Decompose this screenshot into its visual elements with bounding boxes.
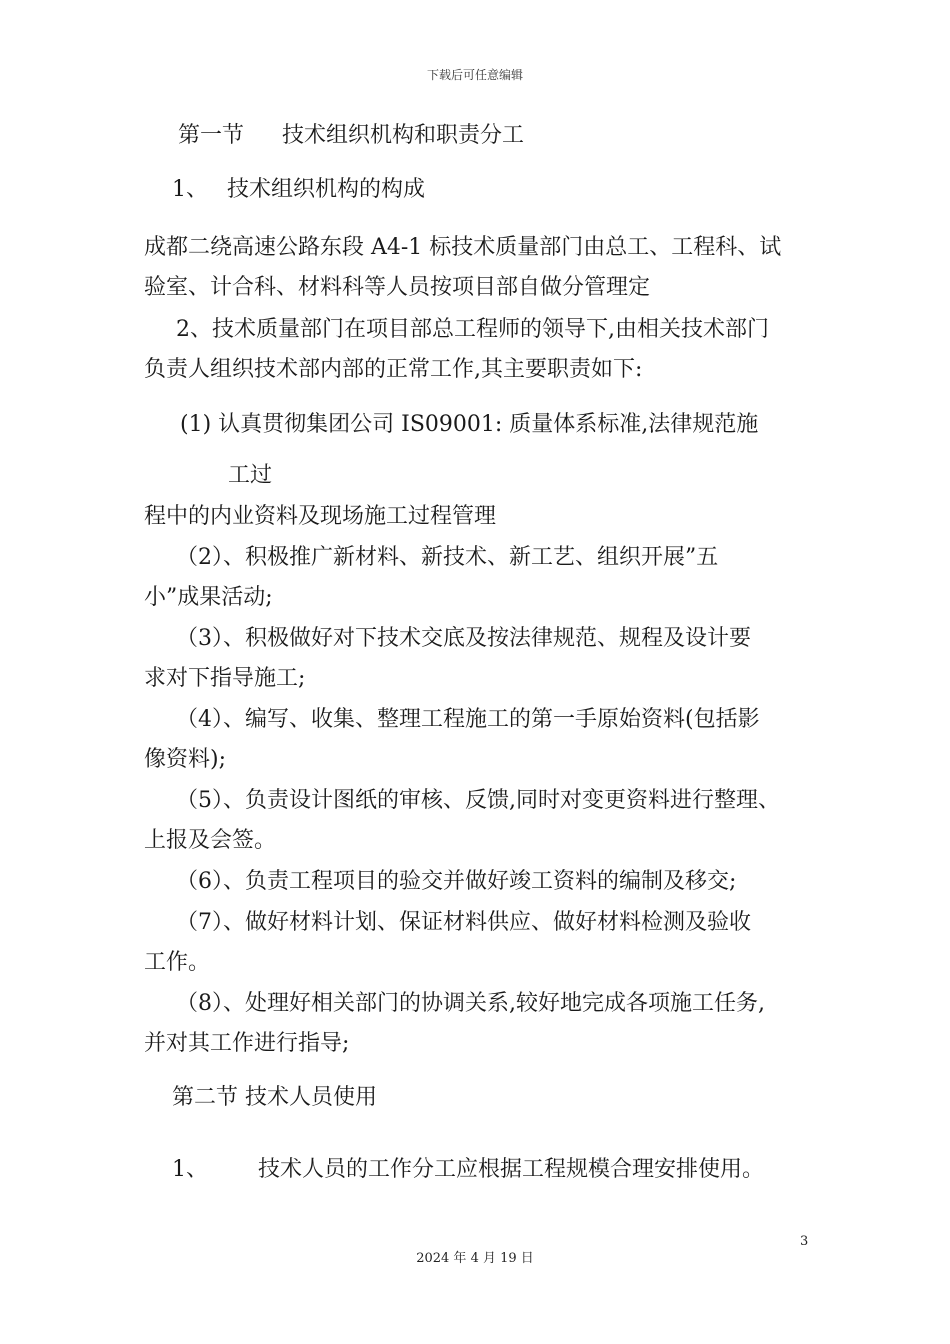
- section-title: 第二节 技术人员使用: [172, 1085, 377, 1110]
- duty-line: 程中的内业资料及现场施工过程管理: [144, 504, 497, 529]
- paragraph-line: 成都二绕高速公路东段 A4-1 标技术质量部门由总工、工程科、试: [144, 235, 782, 260]
- duty-line: 像资料);: [144, 747, 226, 772]
- duty-line: 求对下指导施工;: [144, 666, 306, 691]
- duty-line: （2）、积极推广新材料、新技术、新工艺、组织开展”五: [176, 545, 719, 570]
- item-text: 技术人员的工作分工应根据工程规模合理安排使用。: [258, 1157, 765, 1182]
- duty-line: （7）、做好材料计划、保证材料供应、做好材料检测及验收: [176, 910, 751, 935]
- footer-date: 2024 年 4 月 19 日: [416, 1251, 534, 1266]
- duty-line: （6）、负责工程项目的验交并做好竣工资料的编制及移交;: [176, 869, 737, 894]
- duty-line: （3）、积极做好对下技术交底及按法律规范、规程及设计要: [176, 626, 751, 651]
- page-header: 下载后可任意编辑: [426, 68, 523, 82]
- item-title: 技术组织机构的构成: [227, 177, 426, 202]
- duty-line: 工过: [228, 463, 273, 488]
- item-number: 1、: [172, 177, 208, 202]
- duty-line: （4）、编写、收集、整理工程施工的第一手原始资料(包括影: [176, 707, 760, 732]
- paragraph-line: 负责人组织技术部内部的正常工作,其主要职责如下:: [144, 357, 643, 382]
- section-title: 技术组织机构和职责分工: [282, 123, 525, 148]
- duty-line: 并对其工作进行指导;: [144, 1031, 350, 1056]
- section-number: 第一节: [178, 123, 245, 148]
- duty-line: （8）、处理好相关部门的协调关系,较好地完成各项施工任务,: [176, 991, 765, 1016]
- paragraph-line: 验室、计合科、材料科等人员按项目部自做分管理定: [144, 275, 651, 300]
- duty-line: 工作。: [144, 950, 211, 975]
- paragraph-line: 2、技术质量部门在项目部总工程师的领导下,由相关技术部门: [176, 317, 769, 342]
- duty-line: 小”成果活动;: [144, 585, 273, 610]
- page-number: 3: [800, 1234, 809, 1249]
- duty-line: 上报及会签。: [144, 828, 277, 853]
- item-number: 1、: [172, 1157, 208, 1182]
- duty-line: (1) 认真贯彻集团公司 IS09001: 质量体系标准,法律规范施: [180, 412, 759, 437]
- duty-line: （5）、负责设计图纸的审核、反馈,同时对变更资料进行整理、: [176, 788, 780, 813]
